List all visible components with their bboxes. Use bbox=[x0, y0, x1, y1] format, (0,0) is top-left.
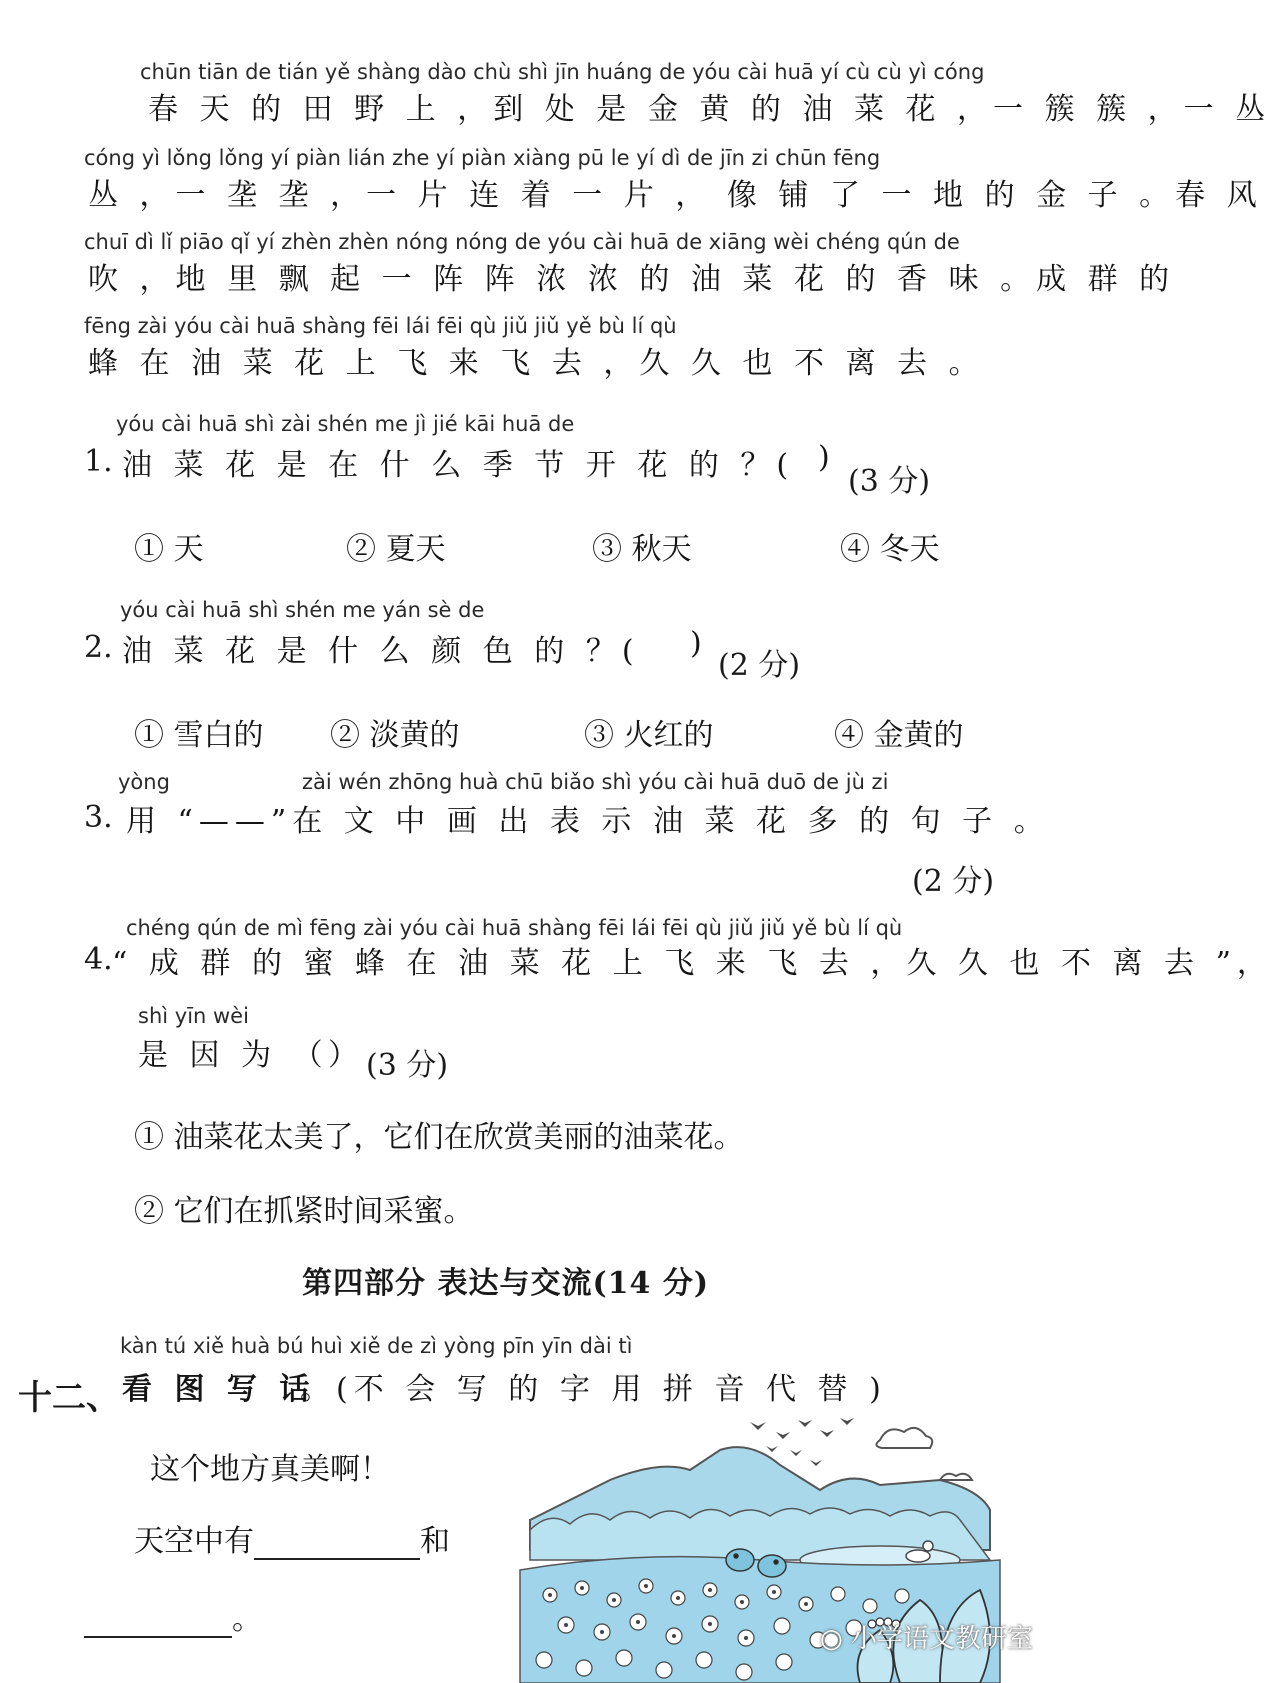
q2-option-3[interactable]: ③ 火红的 bbox=[584, 718, 714, 753]
writing-line-2-prefix: 天空中有 bbox=[134, 1524, 254, 1559]
cloud-icon bbox=[876, 1428, 972, 1480]
task12-title: 看 图 写 话 bbox=[122, 1372, 316, 1407]
q1-close-paren: ) bbox=[818, 440, 836, 475]
q4-text-2: 是 因 为 （ bbox=[138, 1038, 329, 1073]
q2-option-1[interactable]: ① 雪白的 bbox=[134, 718, 264, 753]
passage-line1-pinyin: chūn tiān de tián yě shàng dào chù shì jīn huáng de yóu cài huā yí cù cù yì cóng bbox=[140, 60, 985, 84]
chat-bubble-icon: ◉ bbox=[820, 1624, 851, 1654]
writing-line-3 bbox=[84, 1594, 262, 1638]
task12-instruction: 。(不 会 写 的 字 用 拼 音 代 替 ) bbox=[300, 1372, 887, 1407]
q3-pinyin-b: zài wén zhōng huà chū biǎo shì yóu cài huā duō de jù zi bbox=[302, 770, 889, 794]
watermark bbox=[820, 1618, 1033, 1655]
q4-option-1[interactable]: ① 油菜花太美了，它们在欣赏美丽的油菜花。 bbox=[134, 1120, 744, 1155]
q1-option-2[interactable]: ② 夏天 bbox=[346, 532, 446, 567]
q4-pinyin: chéng qún de mì fēng zài yóu cài huā shàng fēi lái fēi qù jiǔ jiǔ yě bù lí qù bbox=[126, 916, 903, 940]
watermark-text: 小学语文教研室 bbox=[850, 1624, 1033, 1654]
q2-pinyin: yóu cài huā shì shén me yán sè de bbox=[120, 598, 485, 622]
writing-line-1: 这个地方真美啊！ bbox=[150, 1452, 390, 1487]
q2-option-2[interactable]: ② 淡黄的 bbox=[330, 718, 460, 753]
writing-line-3-suffix: 。 bbox=[232, 1602, 262, 1637]
q1-text: 油 菜 花 是 在 什 么 季 节 开 花 的 ？( bbox=[122, 448, 795, 483]
q4-pinyin-2: shì yīn wèi bbox=[138, 1004, 249, 1028]
task12-number: 十二、 bbox=[18, 1378, 120, 1418]
q4-number: 4. bbox=[84, 942, 113, 977]
q1-option-4[interactable]: ④ 冬天 bbox=[840, 532, 940, 567]
passage-line4-pinyin: fēng zài yóu cài huā shàng fēi lái fēi qù jiǔ jiǔ yě bù lí qù bbox=[84, 314, 677, 338]
task12-pinyin: kàn tú xiě huà bú huì xiě de zì yòng pīn yīn dài tì bbox=[120, 1334, 633, 1358]
passage-line2-pinyin: cóng yì lǒng lǒng yí piàn lián zhe yí piàn xiàng pū le yí dì de jīn zi chūn fēng bbox=[84, 146, 881, 170]
q2-number: 2. bbox=[84, 630, 113, 665]
q3-score: (2 分) bbox=[912, 864, 995, 899]
writing-line-2-suffix: 和 bbox=[420, 1524, 450, 1559]
q4-text: “ 成 群 的 蜜 蜂 在 油 菜 花 上 飞 来 飞 去 ，久 久 也 不 离 去 ”， bbox=[112, 946, 1273, 981]
q3-number: 3. bbox=[84, 800, 113, 835]
q1-option-3[interactable]: ③ 秋天 bbox=[592, 532, 692, 567]
q3-pinyin-a: yòng bbox=[118, 770, 170, 794]
q1-option-1[interactable]: ① 天 bbox=[134, 532, 204, 567]
writing-line-2 bbox=[134, 1516, 450, 1560]
q4-score: (3 分) bbox=[366, 1048, 449, 1083]
passage-line3-pinyin: chuī dì lǐ piāo qǐ yí zhèn zhèn nóng nóng de yóu cài huā de xiāng wèi chéng qún de bbox=[84, 230, 960, 254]
q2-score: (2 分) bbox=[718, 648, 801, 683]
answer-blank-2[interactable] bbox=[84, 1606, 232, 1638]
answer-blank-1[interactable] bbox=[254, 1528, 420, 1560]
q1-score: (3 分) bbox=[848, 464, 931, 499]
passage-line1-text: 春 天 的 田 野 上 ，到 处 是 金 黄 的 油 菜 花 ，一 簇 簇 ，一 丛 bbox=[148, 92, 1272, 127]
q1-pinyin: yóu cài huā shì zài shén me jì jié kāi huā de bbox=[116, 412, 575, 436]
q3-text: 用 “——”在 文 中 画 出 表 示 油 菜 花 多 的 句 子 。 bbox=[126, 804, 1050, 839]
q2-option-4[interactable]: ④ 金黄的 bbox=[834, 718, 964, 753]
passage-line2-text: 丛 ，一 垄 垄 ，一 片 连 着 一 片 ， 像 铺 了 一 地 的 金 子 。春 风 bbox=[88, 178, 1263, 213]
q4-option-2[interactable]: ② 它们在抓紧时间采蜜。 bbox=[134, 1194, 474, 1229]
q1-number: 1. bbox=[84, 444, 113, 479]
passage-line4-text: 蜂 在 油 菜 花 上 飞 来 飞 去 ，久 久 也 不 离 去 。 bbox=[88, 346, 985, 381]
q2-text: 油 菜 花 是 什 么 颜 色 的 ？( bbox=[122, 634, 640, 669]
q2-close-paren: ) bbox=[690, 626, 708, 661]
passage-line3-text: 吹 ，地 里 飘 起 一 阵 阵 浓 浓 的 油 菜 花 的 香 味 。成 群 的 bbox=[88, 262, 1176, 297]
q4-close-paren: ） bbox=[328, 1038, 364, 1073]
part4-title: 第四部分 表达与交流(14 分) bbox=[302, 1266, 710, 1301]
